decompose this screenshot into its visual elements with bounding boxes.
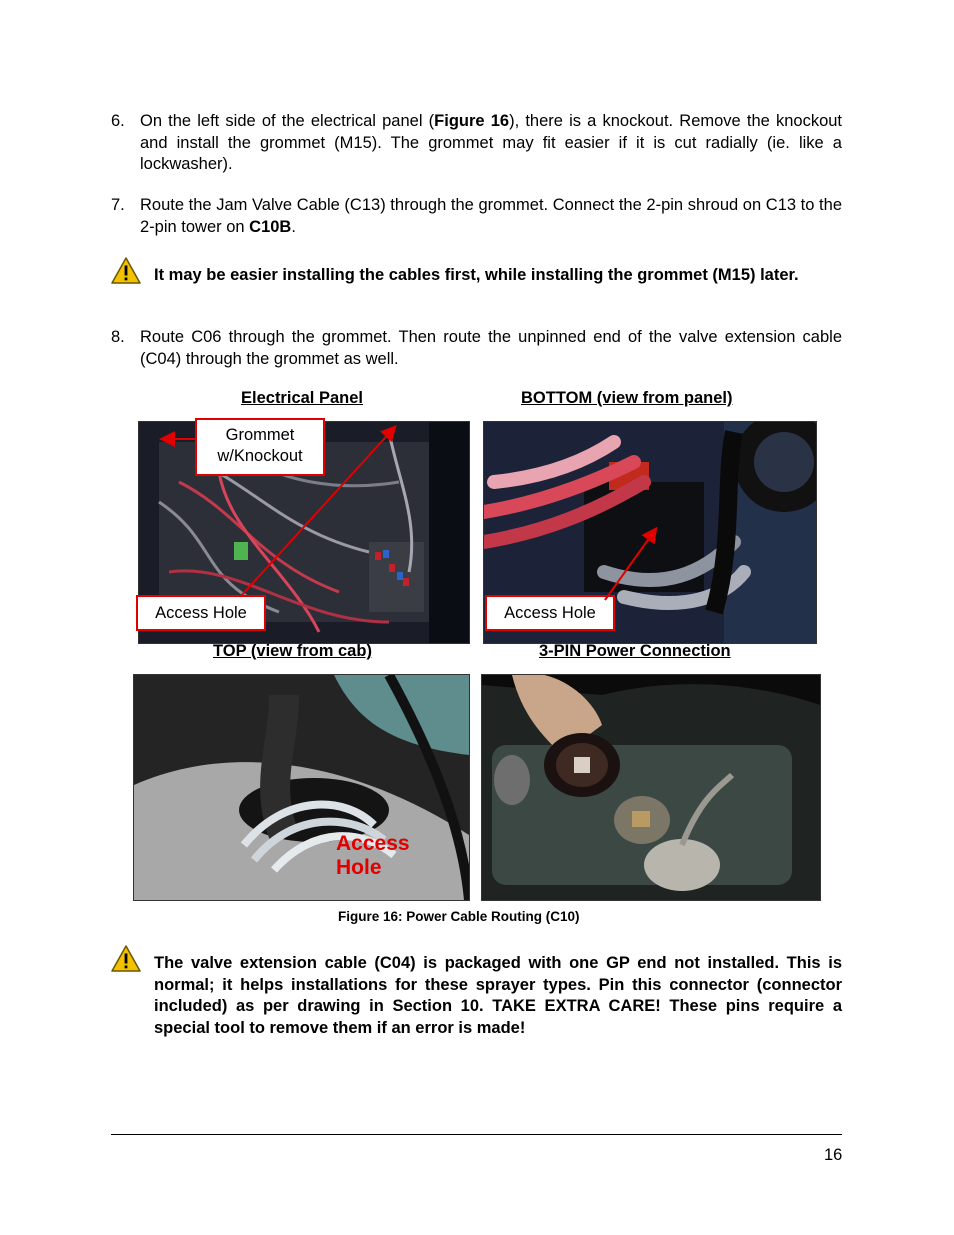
step-text-part: Route the Jam Valve Cable (C13) through the grommet. Connect the 2-pin shroud on C13 to the 2-pin tower on bbox=[140, 196, 842, 236]
photo-caption: BOTTOM (view from panel) bbox=[521, 389, 733, 407]
photo-caption: TOP (view from cab) bbox=[213, 642, 372, 660]
warning-text: It may be easier installing the cables first, while installing the grommet (M15) later. bbox=[154, 266, 799, 284]
step-text bbox=[140, 111, 842, 176]
step-text-part: . bbox=[291, 217, 296, 236]
photo-caption: Electrical Panel bbox=[241, 389, 363, 407]
footer-rule bbox=[111, 1134, 842, 1135]
power-connection-photo bbox=[481, 674, 821, 901]
callout-arrows bbox=[136, 410, 476, 640]
access-hole-callout: Access Hole bbox=[485, 595, 615, 631]
step-number: 7. bbox=[111, 196, 125, 214]
connector-reference: C10B bbox=[249, 217, 292, 236]
page-number: 16 bbox=[824, 1146, 843, 1164]
warning-triangle-icon bbox=[111, 257, 141, 284]
step-text-part: On the left side of the electrical panel ( bbox=[140, 112, 435, 130]
figure-reference: Figure 16 bbox=[434, 112, 510, 130]
warning-triangle-icon bbox=[111, 945, 141, 972]
step-number: 8. bbox=[111, 328, 125, 346]
access-hole-callout: Access Hole bbox=[136, 595, 266, 631]
step-number: 6. bbox=[111, 112, 125, 130]
step-text-part: ), there is a knockout. Remove the knockout and install the grommet (M15). The grommet may fit easier if it is cut radially (ie. like a lockwasher). bbox=[140, 112, 843, 174]
photo-caption: 3-PIN Power Connection bbox=[539, 642, 731, 660]
access-hole-label: Access Hole bbox=[336, 832, 410, 879]
step-text bbox=[140, 195, 842, 238]
callout-label: Grommet w/Knockout bbox=[217, 426, 303, 465]
callout-arrow bbox=[600, 520, 670, 610]
figure-caption: Figure 16: Power Cable Routing (C10) bbox=[338, 909, 580, 924]
step-text: Route C06 through the grommet. Then route the unpinned end of the valve extension cable (C04) through the grommet as well. bbox=[140, 328, 842, 368]
warning-text: The valve extension cable (C04) is packaged with one GP end not installed. This is normal; it helps installations for these sprayer types. Pin this connector (connector included) as per drawing in Section 10. TAKE EXTRA CARE! These pins require a special tool to remove them if an error is made! bbox=[154, 954, 842, 1037]
